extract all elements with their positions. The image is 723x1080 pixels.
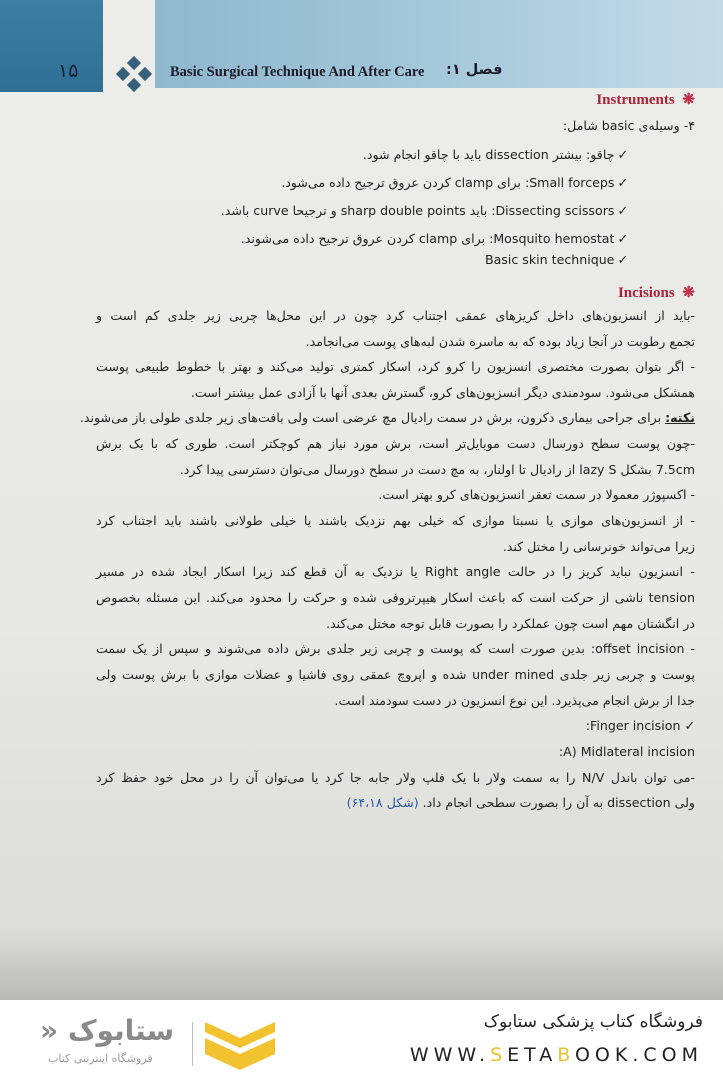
text-line: در انگشتان مهم است چون عملکرد را بصورت قابل توجه مختل می‌کند.: [326, 616, 695, 631]
section-heading-instruments: [596, 90, 695, 109]
diamond-ornament-icon: [118, 58, 150, 90]
list-item: [363, 147, 628, 162]
page-number: ۱۵: [58, 60, 79, 82]
logo-wordmark: ستابوک «: [40, 1014, 175, 1047]
heading-text: Incisions: [617, 285, 675, 301]
figure-reference: (شکل ۶۴،۱۸): [346, 795, 419, 810]
divider: [192, 1022, 193, 1066]
line-text: ولی dissection به آن را بصورت سطحی انجام داد.: [422, 795, 695, 810]
note-line: [79, 410, 695, 435]
note-text: برای جراحی بیماری دکرون، برش در سمت رادیال مچ عرضی است ولی بافت‌های زیر جلدی طولی باز می‌شوند.: [79, 410, 662, 425]
header-page-block: [0, 0, 103, 92]
url-part: ETA: [507, 1044, 558, 1066]
subheading-finger-incision: ✓ Finger incision:: [585, 718, 695, 733]
text-line: - اکسپوژر معمولا در سمت تعقر انسزیون‌های کرو بهتر است.: [378, 487, 695, 502]
store-name: فروشگاه کتاب پزشکی ستابوک: [483, 1012, 703, 1032]
text-line: - انسزیون نباید کریز را در حالت Right angle یا نزدیک به آن قطع کند زیرا اسکار ایجاد شده در مسیر: [96, 564, 695, 579]
text-line: tension ناشی از حرکت است که باعث اسکار هیپرتروفی شده و حرکت را محدود می‌کند. این مسئله بخصوص: [96, 590, 695, 605]
list-item: [485, 252, 628, 267]
text-line: [96, 795, 695, 820]
url-part: WWW.: [409, 1044, 491, 1066]
check-icon: ✓: [617, 175, 628, 190]
text-line: - offset incision: بدین صورت است که پوست و چربی زیر جلدی برش داده می‌شوند و سپس از یک سمت: [96, 641, 695, 656]
item-text: چاقو: بیشتر dissection باید با چاقو انجام شود.: [362, 147, 615, 162]
check-icon: ✓: [617, 147, 628, 162]
subheading-midlateral-incision: A) Midlateral incision:: [558, 744, 695, 759]
text-line: همشکل می‌شود. سودمندی دیگر انسزیون‌های کرو، گسترش بعدی آنها با آزادی عمل بیشتر است.: [190, 385, 695, 400]
text-line: تجمع رطوبت در آنجا زیاد بوده که به ماسره شدن لبه‌های پوست می‌انجامد.: [305, 334, 695, 349]
check-icon: ✓: [617, 203, 628, 218]
chapter-title: Basic Surgical Technique And After Care: [170, 64, 425, 80]
text-line: -می توان باندل N/V را به سمت ولار با یک فلپ ولار جابه جا کرد یا می‌توان آن را در محل خود حفظ کرد: [96, 770, 695, 785]
section-heading-incisions: [618, 283, 695, 302]
store-url[interactable]: [410, 1044, 703, 1066]
chapter-number: فصل ۱:: [446, 62, 503, 78]
text-line: - از انسزیون‌های موازی یا نسبتا موازی که خیلی بهم نزدیک باشند یا خیلی طولانی باشند باید اجتناب کرد: [96, 513, 695, 528]
list-item: [241, 231, 628, 246]
item-text: Mosquito hemostat: برای clamp کردن عروق ترجیح داده می‌شوند.: [240, 231, 615, 246]
text-line: جدا از برش انجام می‌پذیرد. این نوع انسزیون در دست سودمند است.: [334, 693, 695, 708]
text-line: زیرا می‌تواند خونرسانی را مختل کند.: [502, 539, 695, 554]
url-part: S: [490, 1044, 508, 1066]
logo-name-text: ستابوک: [67, 1014, 175, 1047]
text-line: پوست و چربی زیر جلدی under mined شده و اپروچ عمقی روی فاشیا و عضلات موازی با برش پوست ولی: [96, 667, 695, 682]
check-icon: ✓: [617, 252, 628, 267]
text-line: - اگر بتوان بصورت مختصری انسزیون را کرو کرد، اسکار کمتری تولید می‌کند و بهتر با خطوط طبیعی پوست: [96, 359, 695, 374]
instruments-intro: ۴- وسیله‌ی basic شامل:: [562, 118, 695, 133]
setabook-chevron-logo-icon: [205, 1022, 275, 1070]
star-icon: ❋: [682, 92, 695, 108]
url-part: B: [557, 1044, 575, 1066]
item-text: Small forceps: برای clamp کردن عروق ترجیح داده می‌شود.: [281, 175, 615, 190]
url-part: OOK.COM: [574, 1044, 703, 1066]
item-text: Dissecting scissors: باید sharp double points و ترجیحا curve باشد.: [220, 203, 615, 218]
heading-text: Instruments: [596, 92, 675, 108]
text-line: 7.5cm بشکل lazy S از رادیال تا اولنار، به مچ دست در سطح دورسال می‌توان دسترسی پیدا کرد.: [179, 462, 695, 477]
list-item: [281, 175, 628, 190]
logo-subtitle: فروشگاه اینترنتی کتاب: [48, 1052, 153, 1065]
item-text: Basic skin technique: [484, 252, 615, 267]
store-footer: [0, 1000, 723, 1080]
list-item: [221, 203, 628, 218]
star-icon: ❋: [682, 285, 695, 301]
note-label: نکته:: [665, 410, 695, 425]
check-icon: ✓: [617, 231, 628, 246]
text-line: -چون پوست سطح دورسال دست موبایل‌تر است، برش مورد نیاز هم کوچکتر است. طوری که با یک برش: [96, 436, 695, 451]
text-line: -باید از انسزیون‌های داخل کریزهای عمقی اجتناب کرد چون در این محل‌ها چربی زیر جلدی کم است و: [96, 308, 695, 323]
